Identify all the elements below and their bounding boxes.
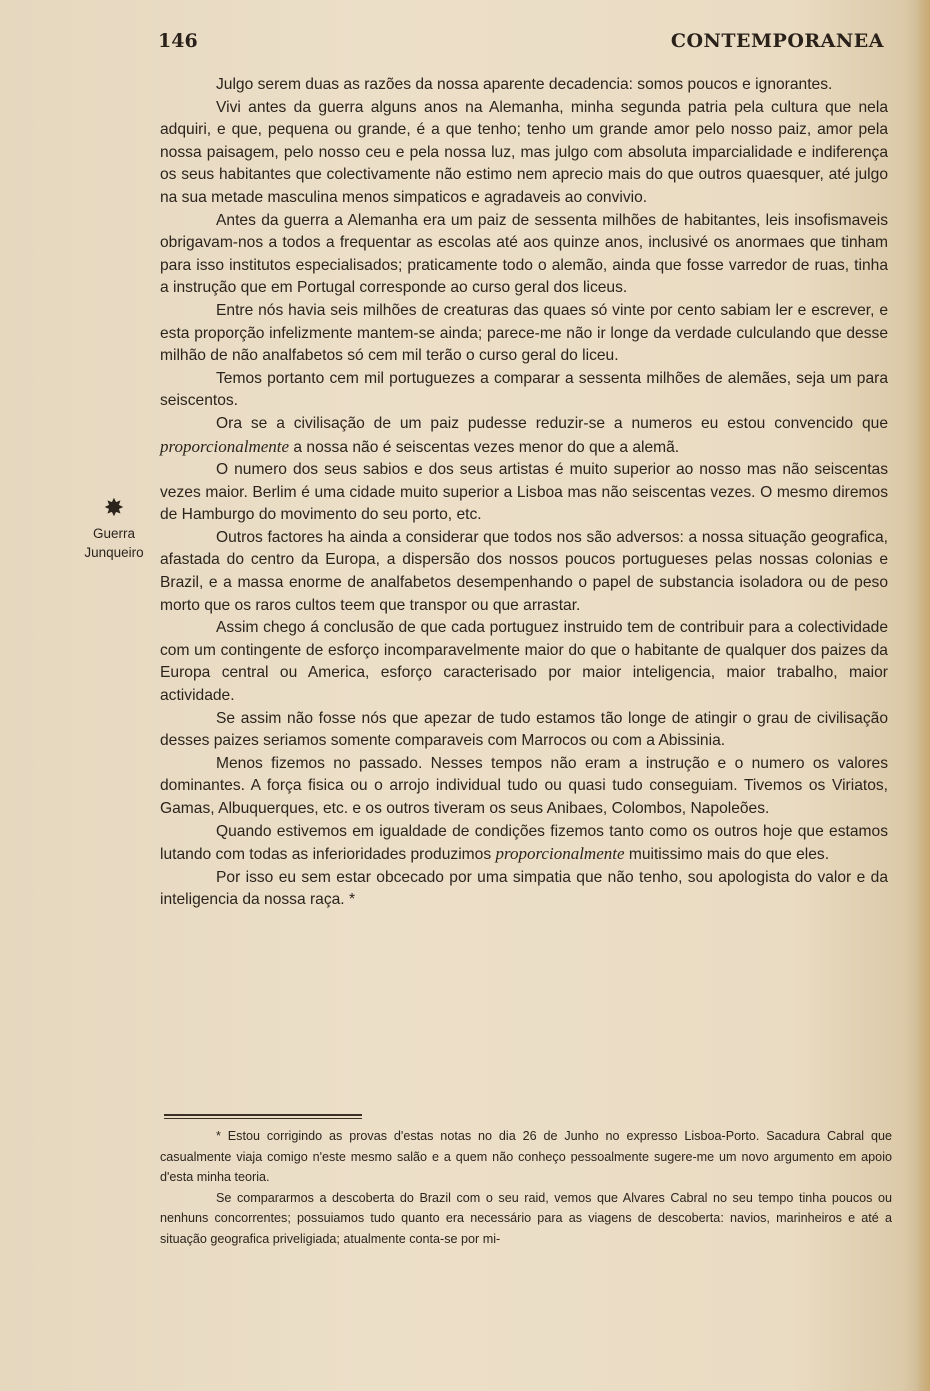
running-title: CONTEMPORANEA [670, 30, 884, 52]
text-run: Quando estivemos em igualdade de condições fizemos tanto como os outros hoje que estamos lutando com todas as inferioridades produzimos [160, 822, 888, 864]
italic-run: proporcionalmente [495, 844, 625, 864]
page-edge-shadow [916, 0, 930, 1391]
paragraph [160, 821, 888, 867]
paragraph: Se assim não fosse nós que apezar de tudo estamos tão longe de atingir o grau de civilisação desses paizes seriamos somente comparaveis com Marrocos ou com a Abissinia. [160, 709, 888, 750]
paragraph: Julgo serem duas as razões da nossa aparente decadencia: somos poucos e ignorantes. [216, 76, 833, 93]
text-run: muitissimo mais do que eles. [624, 846, 830, 864]
paragraph: Outros factores ha ainda a considerar que todos nos são adversos: a nossa situação geografica, afastada do centro da Europa, a dispersão dos nossos poucos portugueses pelas nossas colonias e Brazil, e a massa enorme de analfabetos desempenhando o papel de substancia isoladora ou de peso morto que os raros cultos teem que transpor ou que arrastar. [160, 528, 888, 614]
margin-note [78, 496, 150, 562]
margin-note-line: Junqueiro [84, 545, 144, 560]
footnote: * Estou corrigindo as provas d'estas notas no dia 26 de Junho no expresso Lisboa-Porto. Sacadura Cabral que casualmente viaja comigo n'este mesmo salão e a quem não conheço pessoalmente sugere-me um novo argumento em apoio d'esta minha teoria. [160, 1129, 892, 1185]
footnote: Se compararmos a descoberta do Brazil com o seu raid, vemos que Alvares Cabral no seu tempo tinha poucos ou nenhuns concorrentes; possuiamos tudo quanto era necessário para as viagens de descoberta: navios, marinheiros e até a situação geografica priveligiada; atualmente conta-se por mi- [160, 1190, 892, 1246]
paragraph [160, 413, 888, 459]
text-run: a nossa não é seiscentas vezes menor do que a alemã. [289, 438, 680, 456]
footnote-rule [164, 1114, 362, 1116]
paragraph: Antes da guerra a Alemanha era um paiz de sessenta milhões de habitantes, leis insofismaveis obrigavam-nos a todos a frequentar as escolas até aos quinze anos, inclusivé os anormaes que tinham para isso institutos especialisados; praticamente todo o alemão, ainda que fosse varredor de ruas, tinha a instrução que em Portugal corresponde ao curso geral dos liceus. [160, 211, 888, 297]
footnotes [160, 1126, 892, 1250]
italic-run: proporcionalmente [160, 436, 290, 456]
paragraph: Entre nós havia seis milhões de creaturas das quaes só vinte por cento sabiam ler e escrever, e esta proporção infelizmente mantem-se ainda; parece-me não ir longe da verdade culculando que desse milhão de não analfabetos só cem mil terão o curso geral do liceu. [160, 301, 888, 365]
paragraph: Temos portanto cem mil portuguezes a comparar a sessenta milhões de alemães, seja um para seiscentos. [160, 369, 888, 410]
paragraph: Assim chego á conclusão de que cada portuguez instruido tem de contribuir para a colectividade com um contingente de esforço incomparavelmente maior do que o habitante de qualquer dos paizes da Europa central ou America, esforço caracterisado por maior inteligencia, maior trabalho, maior actividade. [160, 619, 888, 705]
asterism-icon: ✸ [104, 495, 124, 520]
paragraph: Menos fizemos no passado. Nesses tempos não eram a instrução e o numero os valores dominantes. A força fisica ou o arrojo individual tudo ou quasi tudo conseguiam. Tivemos os Viriatos, Gamas, Albuquerques, etc. e os outros tiveram os seus Anibaes, Colombos, Napoleões. [160, 754, 888, 817]
page-header [158, 30, 884, 56]
margin-note-line: Guerra [92, 526, 136, 541]
paragraph: Por isso eu sem estar obcecado por uma simpatia que não tenho, sou apologista do valor e da inteligencia da nossa raça. * [160, 868, 888, 909]
footnote-rule-thin [164, 1118, 362, 1119]
page-number: 146 [158, 30, 198, 52]
paragraph: O numero dos seus sabios e dos seus artistas é muito superior ao nosso mas não seiscentas vezes maior. Berlim é uma cidade muito superior a Lisboa mas não seiscentas vezes. O mesmo diremos de Hamburgo do movimento do seu porto, etc. [160, 461, 888, 524]
paragraph: Vivi antes da guerra alguns anos na Alemanha, minha segunda patria pela cultura que nela adquiri, e que, pequena ou grande, é a que tenho; tenho um grande amor pelo nosso paiz, amor pela nossa paisagem, pelo nosso ceu e pela nossa luz, mas julgo com absoluta imparcialidade e indiferença os seus habitantes que colectivamente não estimo nem aprecio mais do que outros quaesquer, até julgo na sua metade masculina menos simpaticos e agradaveis ao convivio. [160, 98, 888, 206]
text-run: Ora se a civilisação de um paiz pudesse reduzir-se a numeros eu estou convencido que [216, 414, 888, 432]
body-text [160, 74, 888, 912]
